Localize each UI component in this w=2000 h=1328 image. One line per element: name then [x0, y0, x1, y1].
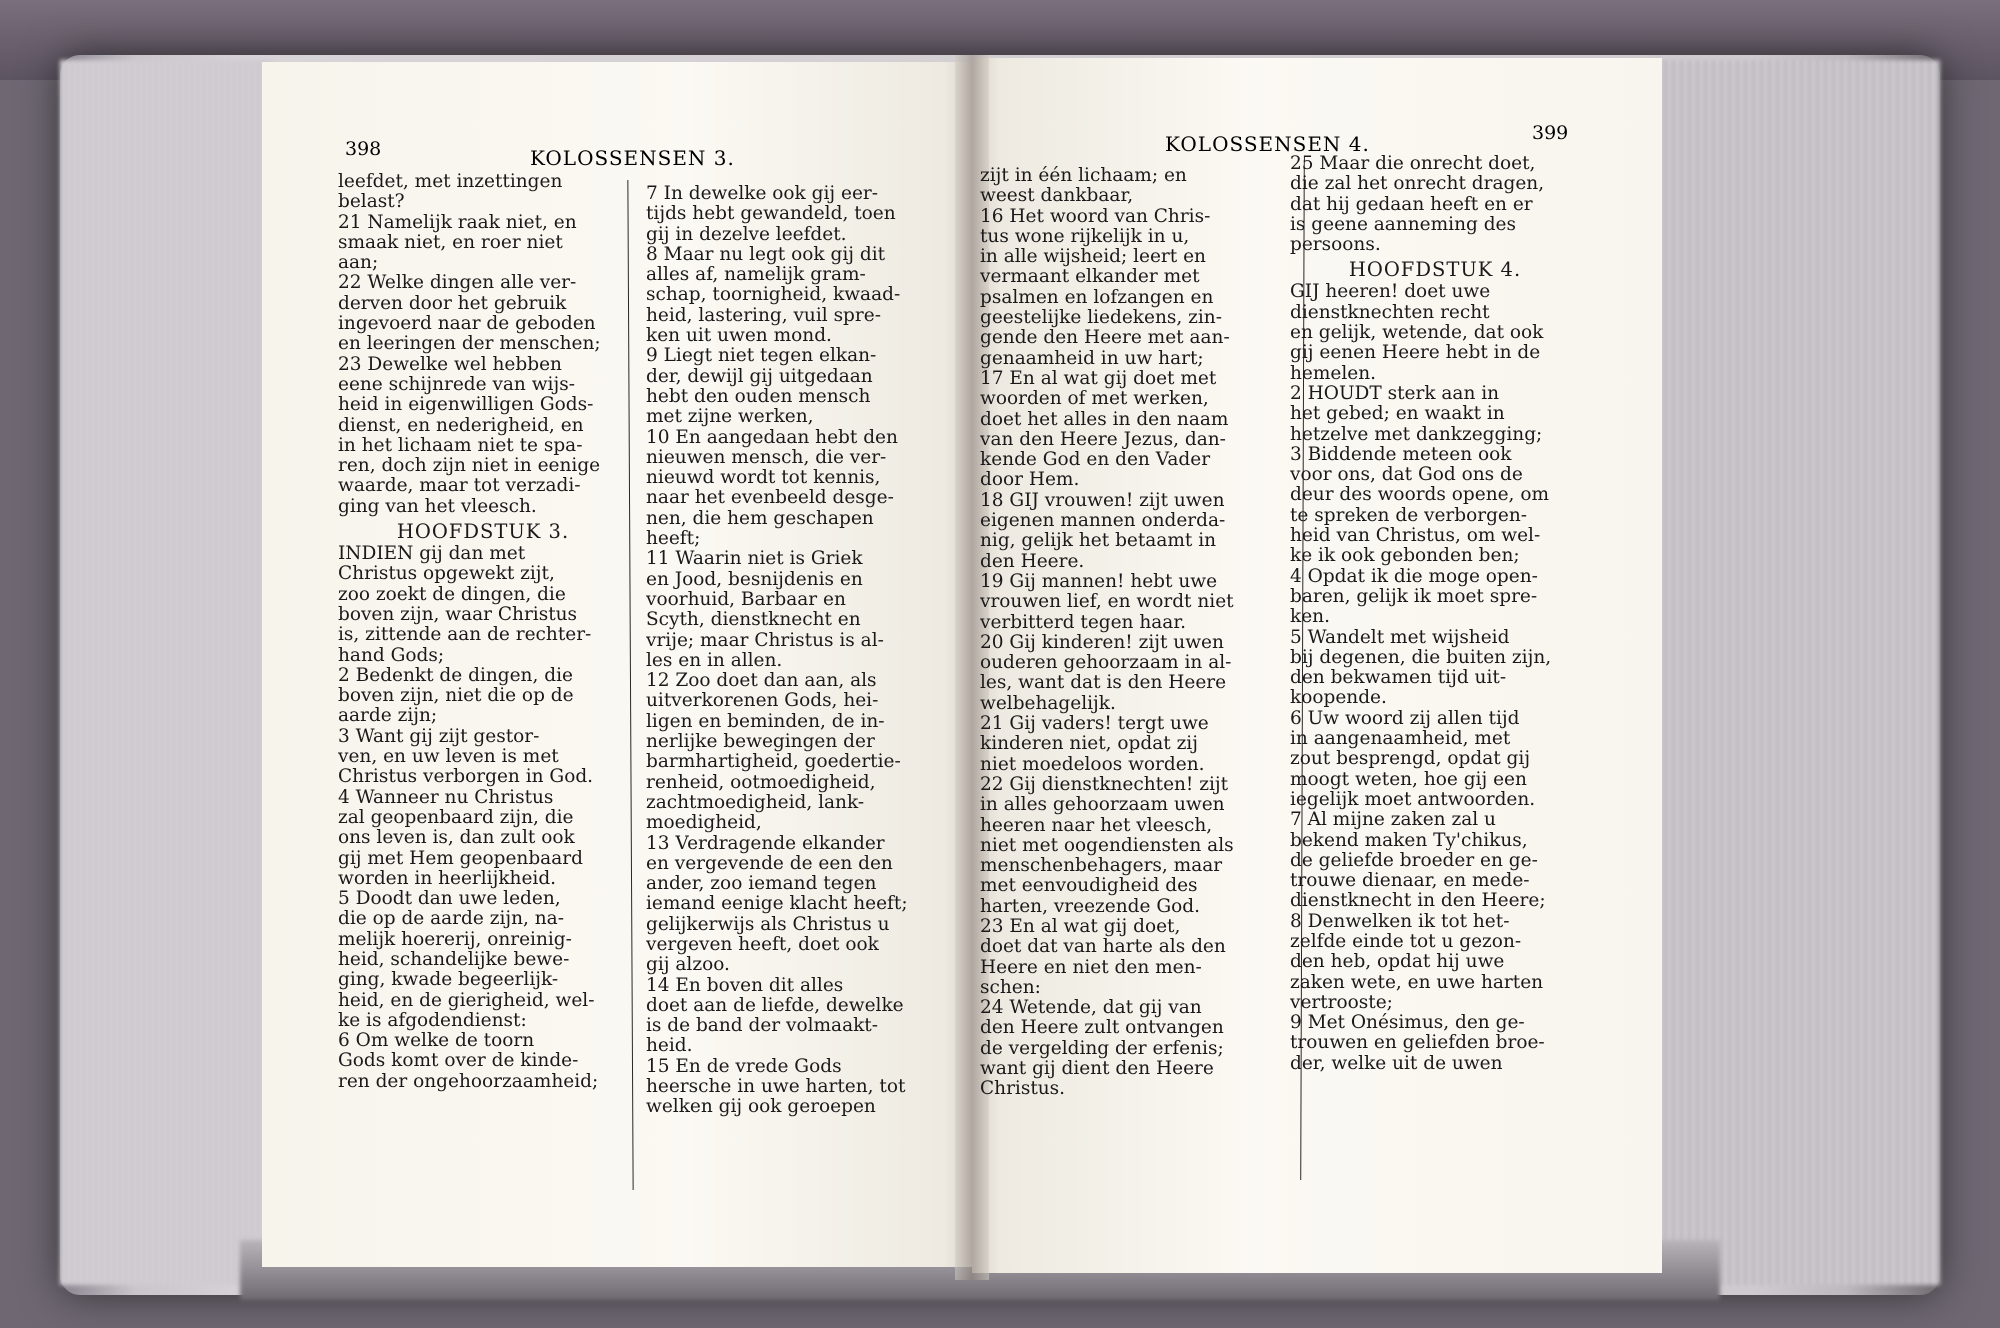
text-line: gij alzoo. — [646, 955, 730, 976]
text-line: die op de aarde zijn, na- — [338, 909, 564, 930]
page-edges-right — [1650, 60, 1940, 1285]
text-line: belast? — [338, 192, 405, 213]
text-line: eigenen mannen onderda- — [980, 511, 1226, 532]
text-line: 7 In dewelke ook gij eer- — [646, 184, 879, 204]
left-running-head: KOLOSSENSEN 3. — [530, 146, 735, 170]
text-line: 18 GIJ vrouwen! zijt uwen — [980, 490, 1225, 511]
text-line: in het lichaam niet te spa- — [338, 435, 583, 456]
text-line: heeren naar het vleesch, — [980, 815, 1213, 836]
text-line: 3 Biddende meteen ook — [1290, 444, 1512, 465]
text-line: de geliefde broeder en ge- — [1290, 850, 1538, 871]
text-line: voor ons, dat God ons de — [1290, 465, 1523, 486]
text-line: zelfde einde tot u gezon- — [1290, 931, 1522, 952]
text-line: kinderen niet, opdat zij — [980, 734, 1198, 755]
text-line: van den Heere Jezus, dan- — [980, 429, 1226, 450]
text-line: worden in heerlijkheid. — [338, 868, 557, 889]
text-line: ging, kwade begeerlijk- — [338, 970, 559, 991]
text-line: ren der ongehoorzaamheid; — [338, 1071, 599, 1092]
text-line: Heere en niet den men- — [980, 957, 1202, 978]
text-line: 6 Om welke de toorn — [338, 1031, 535, 1052]
text-line: niet met oogendiensten als — [980, 835, 1234, 856]
text-line: 4 Opdat ik die moge open- — [1290, 566, 1538, 587]
text-line: deur des woords opene, om — [1290, 485, 1549, 506]
text-line: 8 Maar nu legt ook gij dit — [646, 244, 886, 265]
text-line: koopende. — [1290, 688, 1387, 709]
text-line: en leeringen der menschen; — [338, 334, 601, 355]
text-line: eene schijnrede van wijs- — [338, 374, 575, 395]
text-line: gij eenen Heere hebt in de — [1290, 343, 1541, 364]
text-line: gende den Heere met aan- — [980, 328, 1230, 349]
text-line: verbitterd tegen haar. — [980, 612, 1187, 633]
text-line: nen, die hem geschapen — [646, 508, 874, 529]
text-line: boven zijn, waar Christus — [338, 604, 578, 625]
text-line: door Hem. — [980, 470, 1080, 491]
text-line: heid, lastering, vuil spre- — [646, 305, 881, 326]
text-line: doet dat van harte als den — [980, 937, 1226, 958]
text-line: weest dankbaar, — [980, 186, 1134, 207]
text-line: 19 Gij mannen! hebt uwe — [980, 571, 1218, 592]
text-line: 21 Namelijk raak niet, en — [338, 212, 577, 233]
text-line: genaamheid in uw hart; — [980, 348, 1204, 369]
text-line: ke is afgodendienst: — [338, 1010, 527, 1031]
text-line: dienstknechten recht — [1290, 302, 1490, 323]
text-line: kende God en den Vader — [980, 450, 1211, 471]
text-line: welken gij ook geroepen — [646, 1097, 876, 1118]
text-line: der, welke uit de uwen — [1290, 1053, 1503, 1074]
text-line: 22 Welke dingen alle ver- — [338, 273, 577, 294]
text-line: 20 Gij kinderen! zijt uwen — [980, 632, 1224, 653]
text-line: met zijne werken, — [646, 407, 814, 428]
text-line: de vergelding der erfenis; — [980, 1038, 1224, 1059]
text-line: 22 Gij dienstknechten! zijt — [980, 774, 1229, 795]
text-line: den Heere. — [980, 551, 1085, 572]
text-line: nieuwd wordt tot kennis, — [646, 468, 881, 489]
text-line: INDIEN gij dan met — [338, 544, 526, 565]
text-line: 6 Uw woord zij allen tijd — [1290, 708, 1520, 729]
text-line: heeft; — [646, 529, 701, 550]
text-line: HOOFDSTUK 3. — [396, 520, 570, 544]
text-line: 21 Gij vaders! tergt uwe — [980, 714, 1209, 735]
text-line: schap, toornigheid, kwaad- — [646, 285, 901, 306]
left-page-number: 398 — [345, 138, 382, 160]
text-line: 13 Verdragende elkander — [646, 833, 885, 854]
text-line: HOOFDSTUK 4. — [1348, 258, 1522, 282]
text-line: 5 Doodt dan uwe leden, — [338, 889, 561, 910]
text-line: vrije; maar Christus is al- — [646, 630, 884, 651]
text-line: nig, gelijk het betaamt in — [980, 531, 1217, 552]
text-line: melijk hoererij, onreinig- — [338, 929, 572, 950]
text-line: boven zijn, niet die op de — [338, 686, 574, 707]
text-line: moogt weten, hoe gij een — [1290, 769, 1527, 790]
text-line: den Heere zult ontvangen — [980, 1018, 1224, 1039]
text-line: naar het evenbeeld desge- — [646, 488, 894, 509]
text-line: 3 Want gij zijt gestor- — [338, 726, 540, 747]
text-line: dat hij gedaan heeft en er — [1290, 194, 1533, 215]
text-line: den bekwamen tijd uit- — [1290, 668, 1507, 689]
text-line: want gij dient den Heere — [980, 1059, 1214, 1080]
text-line: baren, gelijk ik moet spre- — [1290, 586, 1538, 607]
text-line: ingevoerd naar de geboden — [338, 314, 596, 335]
text-line: zaken wete, en uwe harten — [1290, 972, 1544, 993]
text-line: ken. — [1290, 607, 1330, 628]
text-line: die zal het onrecht dragen, — [1290, 174, 1545, 195]
text-line: met eenvoudigheid des — [980, 876, 1198, 897]
right-page-column-2 — [1290, 154, 1580, 1074]
text-line: is geene aanneming des — [1290, 214, 1516, 235]
text-line: gelijkerwijs als Christus u — [646, 914, 890, 935]
text-line: ging van het vleesch. — [338, 496, 537, 517]
text-line: zal geopenbaard zijn, die — [338, 807, 574, 828]
text-line: nerlijke bewegingen der — [646, 732, 875, 753]
text-line: GIJ heeren! doet uwe — [1290, 282, 1491, 303]
text-line: smaak niet, en roer niet — [338, 232, 563, 253]
text-line: vertrooste; — [1290, 992, 1393, 1013]
text-line: ouderen gehoorzaam in al- — [980, 653, 1232, 674]
text-line: trouwe dienaar, en mede- — [1290, 871, 1530, 892]
text-line: in alles gehoorzaam uwen — [980, 795, 1225, 816]
text-line: dienstknecht in den Heere; — [1290, 891, 1546, 912]
text-line: het gebed; en waakt in — [1290, 404, 1505, 425]
text-line: 7 Al mijne zaken zal u — [1290, 810, 1496, 831]
text-line: aarde zijn; — [338, 706, 438, 727]
text-line: hemelen. — [1290, 363, 1377, 384]
text-line: iegelijk moet antwoorden. — [1290, 789, 1536, 810]
text-line: 16 Het woord van Chris- — [980, 206, 1211, 227]
text-line: zachtmoedigheid, lank- — [646, 792, 865, 813]
text-line: 25 Maar die onrecht doet, — [1290, 154, 1536, 174]
text-line: 11 Waarin niet is Griek — [646, 549, 863, 570]
text-line: 4 Wanneer nu Christus — [338, 787, 554, 808]
text-line: vrouwen lief, en wordt niet — [980, 592, 1234, 613]
text-line: hetzelve met dankzegging; — [1290, 424, 1543, 445]
text-line: en Jood, besnijdenis en — [646, 569, 863, 590]
text-line: is de band der volmaakt- — [646, 1016, 878, 1037]
text-line: leefdet, met inzettingen — [338, 172, 563, 192]
text-line: heid, schandelijke bewe- — [338, 949, 570, 970]
text-line: gij met Hem geopenbaard — [338, 848, 583, 869]
text-line: barmhartigheid, goedertie- — [646, 752, 901, 773]
text-line: ven, en uw leven is met — [338, 747, 559, 768]
right-running-head: KOLOSSENSEN 4. — [1165, 132, 1370, 156]
text-line: hebt den ouden mensch — [646, 386, 871, 407]
text-line: renheid, ootmoedigheid, — [646, 772, 876, 793]
text-line: alles af, namelijk gram- — [646, 265, 866, 286]
text-line: schen: — [980, 977, 1041, 998]
text-line: harten, vreezende God. — [980, 896, 1200, 917]
text-line: heid in eigenwilligen Gods- — [338, 395, 594, 416]
text-line: in aangenaamheid, met — [1290, 729, 1511, 750]
text-line: 23 En al wat gij doet, — [980, 916, 1181, 937]
text-line: psalmen en lofzangen en — [980, 287, 1214, 308]
text-line: persoons. — [1290, 235, 1381, 256]
text-line: les, want dat is den Heere — [980, 673, 1227, 694]
text-line: 15 En de vrede Gods — [646, 1056, 842, 1077]
text-line: tijds hebt gewandeld, toen — [646, 204, 896, 225]
text-line: zout besprengd, opdat gij — [1290, 749, 1531, 770]
text-line: bekend maken Ty'chikus, — [1290, 830, 1528, 851]
left-page-column-2 — [646, 184, 931, 1118]
text-line: aan; — [338, 253, 379, 274]
text-line: ren, doch zijn niet in eenige — [338, 456, 601, 477]
page-edges-left — [60, 60, 270, 1285]
text-line: en vergevende de een den — [646, 853, 893, 874]
text-line: der, dewijl gij uitgedaan — [646, 366, 873, 387]
text-line: heid, en de gierigheid, wel- — [338, 990, 595, 1011]
text-line: en gelijk, wetende, dat ook — [1290, 323, 1544, 344]
text-line: heid. — [646, 1036, 693, 1057]
text-line: voorhuid, Barbaar en — [646, 589, 846, 610]
text-line: gij in dezelve leefdet. — [646, 224, 847, 245]
text-line: niet moedeloos worden. — [980, 754, 1205, 775]
text-line: trouwen en geliefden broe- — [1290, 1033, 1545, 1054]
text-line: geestelijke liedekens, zin- — [980, 308, 1222, 329]
text-line: moedigheid, — [646, 813, 762, 834]
text-line: ons leven is, dan zult ook — [338, 828, 575, 849]
text-line: heersche in uwe harten, tot — [646, 1077, 906, 1098]
text-line: zoo zoekt de dingen, die — [338, 584, 566, 605]
text-line: 23 Dewelke wel hebben — [338, 354, 562, 375]
text-line: doet aan de liefde, dewelke — [646, 995, 904, 1016]
text-line: hand Gods; — [338, 645, 445, 666]
text-line: 9 Met Onésimus, den ge- — [1290, 1013, 1525, 1034]
text-line: 2 Bedenkt de dingen, die — [338, 665, 573, 686]
text-line: menschenbehagers, maar — [980, 856, 1223, 877]
text-line: uitverkorenen Gods, hei- — [646, 691, 879, 712]
text-line: is, zittende aan de rechter- — [338, 625, 592, 646]
text-line: bij degenen, die buiten zijn, — [1290, 647, 1552, 668]
text-line: Christus verborgen in God. — [338, 767, 594, 788]
text-line: zijt in één lichaam; en — [980, 166, 1187, 186]
right-page-number: 399 — [1532, 122, 1569, 144]
text-line: Christus. — [980, 1079, 1066, 1100]
text-line: waarde, maar tot verzadi- — [338, 476, 581, 497]
text-line: doet het alles in den naam — [980, 409, 1229, 430]
text-line: 14 En boven dit alles — [646, 975, 844, 996]
text-line: nieuwen mensch, die ver- — [646, 447, 887, 468]
text-line: Scyth, dienstknecht en — [646, 610, 861, 631]
text-line: woorden of met werken, — [980, 389, 1209, 410]
text-line: in alle wijsheid; leert en — [980, 247, 1206, 268]
text-line: iemand eenige klacht heeft; — [646, 894, 908, 915]
text-line: vermaant elkander met — [980, 267, 1200, 288]
text-line: 10 En aangedaan hebt den — [646, 427, 898, 448]
text-line: dienst, en nederigheid, en — [338, 415, 584, 436]
text-line: les en in allen. — [646, 650, 783, 671]
text-line: 9 Liegt niet tegen elkan- — [646, 346, 877, 367]
text-line: 8 Denwelken ik tot het- — [1290, 911, 1510, 932]
text-line: te spreken de verborgen- — [1290, 505, 1528, 526]
text-line: tus wone rijkelijk in u, — [980, 226, 1190, 247]
text-line: Christus opgewekt zijt, — [338, 564, 555, 585]
text-line: 2 HOUDT sterk aan in — [1290, 383, 1500, 404]
text-line: 17 En al wat gij doet met — [980, 368, 1217, 389]
text-line: 24 Wetende, dat gij van — [980, 998, 1202, 1019]
text-line: ander, zoo iemand tegen — [646, 874, 877, 895]
text-line: vergeven heeft, doet ook — [646, 934, 879, 955]
text-line: ligen en beminden, de in- — [646, 711, 885, 732]
text-line: ke ik ook gebonden ben; — [1290, 546, 1520, 567]
text-line: ken uit uwen mond. — [646, 326, 832, 347]
text-line: 12 Zoo doet dan aan, als — [646, 671, 877, 692]
text-line: Gods komt over de kinde- — [338, 1051, 579, 1072]
text-line: den heb, opdat hij uwe — [1290, 952, 1505, 973]
right-page-column-1 — [980, 166, 1280, 1100]
text-line: 5 Wandelt met wijsheid — [1290, 627, 1510, 648]
text-line: derven door het gebruik — [338, 293, 567, 314]
left-page-column-1 — [338, 172, 628, 1092]
text-line: heid van Christus, om wel- — [1290, 526, 1541, 547]
text-line: welbehagelijk. — [980, 693, 1116, 714]
